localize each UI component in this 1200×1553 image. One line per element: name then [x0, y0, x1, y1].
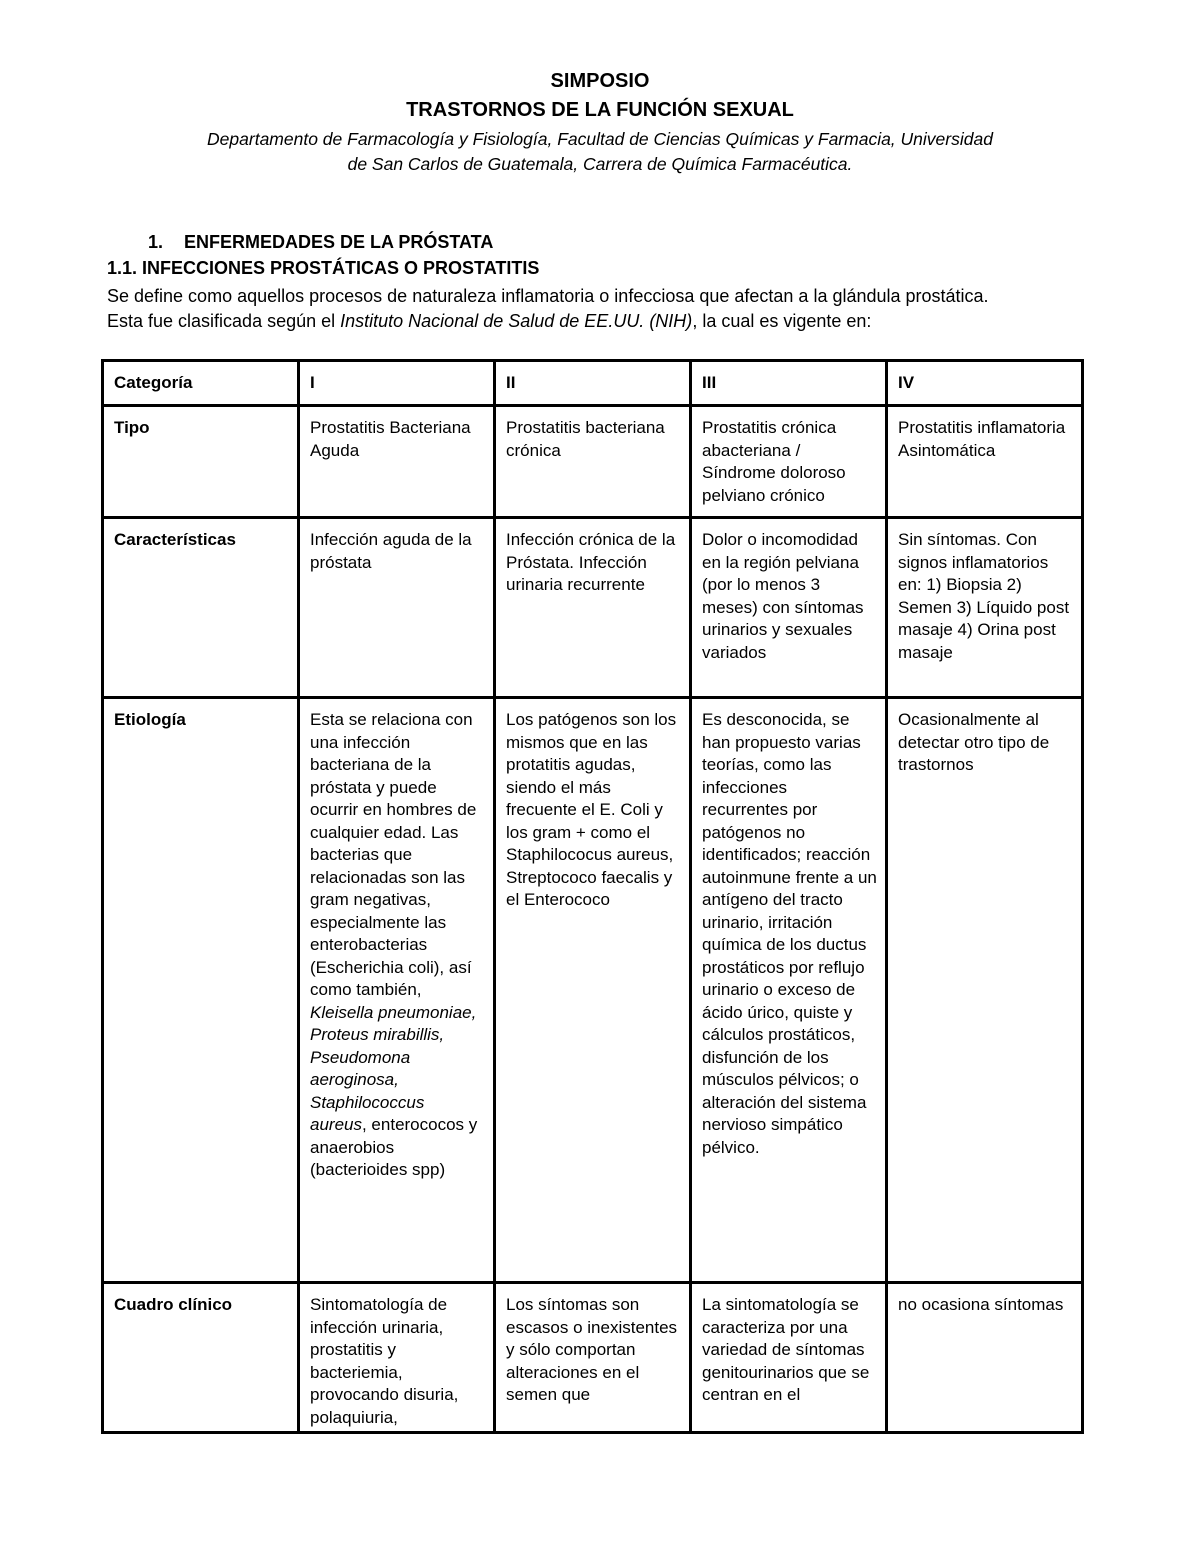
cell-cuadro-i: Sintomatología de infección urinaria, prostatitis y bacteriemia, provocando disuria, polaquiuria, — [299, 1283, 495, 1433]
cell-caracteristicas-i: Infección aguda de la próstata — [299, 518, 495, 698]
affiliation — [150, 127, 1050, 177]
cell-cuadro-ii: Los síntomas son escasos o inexistentes y sólo comportan alteraciones en el semen que — [495, 1283, 691, 1433]
row-label-cuadro-clinico: Cuadro clínico — [103, 1283, 299, 1433]
document-title: TRASTORNOS DE LA FUNCIÓN SEXUAL — [406, 99, 794, 121]
header-cell-iii: III — [691, 361, 887, 406]
etiologia-i-text: Esta se relaciona con una infección bacteriana de la próstata y puede ocurrir en hombres de cualquier edad. Las bacterias que relacionadas son las gram negativas, especialmente las enterobacterias (Escherichia coli), así como también, — [310, 710, 477, 999]
intro-line-1: Se define como aquellos procesos de naturaleza inflamatoria o infecciosa que afectan a la glándula prostática. — [107, 286, 989, 306]
header-cell-i: I — [299, 361, 495, 406]
section-number: 1. — [148, 232, 164, 252]
header-cell-iv: IV — [887, 361, 1083, 406]
table-header-row — [103, 361, 1083, 406]
cell-cuadro-iv: no ocasiona síntomas — [887, 1283, 1083, 1433]
cell-etiologia-i — [299, 698, 495, 1283]
document-heading-simposio: SIMPOSIO — [550, 70, 650, 92]
prostatitis-classification-table — [101, 359, 1084, 1434]
nih-reference: Instituto Nacional de Salud de EE.UU. (NIH) — [340, 311, 693, 331]
intro-line-2-post: , la cual es vigente en: — [692, 311, 872, 331]
section-heading — [148, 232, 493, 253]
table-row-tipo — [103, 406, 1083, 518]
table-row-etiologia — [103, 698, 1083, 1283]
etiologia-i-species: Kleisella pneumoniae, Proteus mirabillis, Pseudomona aeroginosa, Staphilococcus aureus — [310, 1002, 477, 1134]
etiologia-i-text-end: , enterococos y anaerobios (bacterioides spp) — [310, 1115, 478, 1179]
table-row-cuadro-clinico — [103, 1283, 1083, 1433]
cell-tipo-i: Prostatitis Bacteriana Aguda — [299, 406, 495, 518]
cell-tipo-iv: Prostatitis inflamatoria Asintomática — [887, 406, 1083, 518]
cell-etiologia-ii: Los patógenos son los mismos que en las protatitis agudas, siendo el más frecuente el E. Coli y los gram + como el Staphilococus aureus, Streptococo faecalis y el Enterococo — [495, 698, 691, 1283]
cell-cuadro-iii: La sintomatología se caracteriza por una variedad de síntomas genitourinarios que se centran en el — [691, 1283, 887, 1433]
cell-caracteristicas-ii: Infección crónica de la Próstata. Infección urinaria recurrente — [495, 518, 691, 698]
row-label-etiologia: Etiología — [103, 698, 299, 1283]
cell-caracteristicas-iii: Dolor o incomodidad en la región pelviana (por lo menos 3 meses) con síntomas urinarios y sexuales variados — [691, 518, 887, 698]
intro-line-2-pre: Esta fue clasificada según el — [107, 311, 341, 331]
header-cell-ii: II — [495, 361, 691, 406]
cell-tipo-ii: Prostatitis bacteriana crónica — [495, 406, 691, 518]
cell-tipo-iii: Prostatitis crónica abacteriana / Síndrome doloroso pelviano crónico — [691, 406, 887, 518]
affiliation-line-2: de San Carlos de Guatemala, Carrera de Química Farmacéutica. — [347, 154, 853, 174]
cell-etiologia-iii: Es desconocida, se han propuesto varias teorías, como las infecciones recurrentes por patógenos no identificados; reacción autoinmune frente a un antígeno del tracto urinario, irritación química de los ductus prostáticos por reflujo urinario o exceso de ácido úrico, quiste y cálculos prostáticos, disfunción de los músculos pélvicos; o alteración del sistema nervioso simpático pélvico. — [691, 698, 887, 1283]
cell-etiologia-iv: Ocasionalmente al detectar otro tipo de trastornos — [887, 698, 1083, 1283]
intro-paragraph — [107, 284, 1097, 334]
intro-line-2 — [107, 309, 1097, 334]
section-title: ENFERMEDADES DE LA PRÓSTATA — [184, 232, 494, 252]
subsection-heading: 1.1. INFECCIONES PROSTÁTICAS O PROSTATITIS — [107, 258, 540, 278]
row-label-tipo: Tipo — [103, 406, 299, 518]
row-label-caracteristicas: Características — [103, 518, 299, 698]
affiliation-line-1: Departamento de Farmacología y Fisiología, Facultad de Ciencias Químicas y Farmacia, Universidad — [207, 129, 993, 149]
header-cell-categoria: Categoría — [103, 361, 299, 406]
table-row-caracteristicas — [103, 518, 1083, 698]
cell-caracteristicas-iv: Sin síntomas. Con signos inflamatorios en: 1) Biopsia 2) Semen 3) Líquido post masaje 4) Orina post masaje — [887, 518, 1083, 698]
